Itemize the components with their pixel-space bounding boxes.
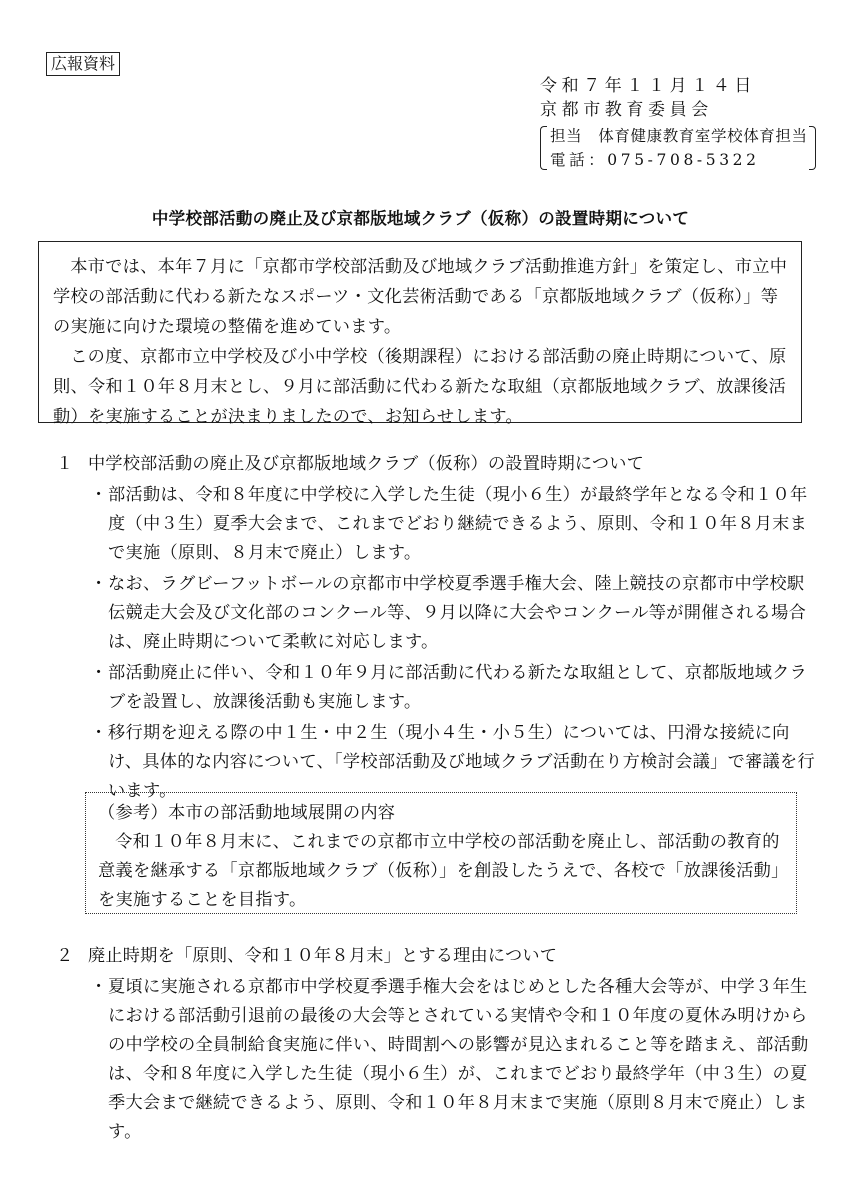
- section-1-bullet-4-text: 移行期を迎える際の中１生・中２生（現小４生・小５生）については、円滑な接続に向け、具体的な内容について、「学校部活動及び地域クラブ活動在り方検討会議」で審議を行います。: [108, 723, 816, 801]
- reference-body: 令和１０年８月末に、これまでの京都市立中学校の部活動を廃止し、部活動の教育的意義を継承する「京都版地域クラブ（仮称）」を創設したうえで、各校で「放課後活動」を実施することを目指す。: [98, 832, 780, 910]
- section-1-bullet-3: [56, 659, 816, 717]
- section-1-heading-text: 中学校部活動の廃止及び京都版地域クラブ（仮称）の設置時期について: [88, 454, 645, 474]
- section-2-heading-text: 廃止時期を「原則、令和１０年８月末」とする理由について: [88, 946, 558, 966]
- issue-date: 令和７年１１月１４日: [540, 76, 756, 96]
- section-2-number: ２: [56, 946, 74, 966]
- reference-box: [85, 792, 797, 914]
- section-1-bullet-1-text: 部活動は、令和８年度に中学校に入学した生徒（現小６生）が最終学年となる令和１０年度（中３生）夏季大会まで、これまでどおり継続できるよう、原則、令和１０年８月末まで実施（原則、８月末で廃止）します。: [108, 485, 808, 563]
- section-2: [56, 941, 816, 1147]
- bullet-mark: ・: [90, 485, 108, 505]
- summary-paragraph-1: 本市では、本年７月に「京都市学校部活動及び地域クラブ活動推進方針」を策定し、市立中学校の部活動に代わる新たなスポーツ・文化芸術活動である「京都版地域クラブ（仮称）」等の実施に向けた環境の整備を進めています。: [53, 257, 788, 337]
- section-1-bullet-3-text: 部活動廃止に伴い、令和１０年９月に部活動に代わる新たな取組として、京都版地域クラブを設置し、放課後活動も実施します。: [108, 663, 808, 712]
- contact-telephone: 電話：075-708-5322: [550, 151, 760, 169]
- summary-box: [38, 241, 802, 427]
- section-2-heading: [56, 941, 816, 971]
- section-2-bullet-1: [56, 973, 816, 1147]
- bullet-mark: ・: [90, 723, 108, 743]
- issuing-organization: 京都市教育委員会: [540, 100, 713, 120]
- bullet-mark: ・: [90, 574, 108, 594]
- bullet-mark: ・: [90, 977, 108, 997]
- section-1-number: １: [56, 454, 74, 474]
- bullet-mark: ・: [90, 663, 108, 683]
- section-1-bullet-2-text: なお、ラグビーフットボールの京都市中学校夏季選手権大会、陸上競技の京都市中学校駅伝競走大会及び文化部のコンクール等、９月以降に大会やコンクール等が開催される場合は、廃止時期について柔軟に対応します。: [108, 574, 807, 652]
- contact-person: 担当 体育健康教育室学校体育担当: [550, 127, 808, 145]
- document-title: 中学校部活動の廃止及び京都版地域クラブ（仮称）の設置時期について: [151, 209, 690, 228]
- section-1-bullet-1: [56, 481, 816, 568]
- section-1: [56, 449, 816, 806]
- section-1-bullet-2: [56, 570, 816, 657]
- press-release-tag: 広報資料: [46, 52, 120, 76]
- document-header: [540, 74, 810, 172]
- section-2-bullet-1-text: 夏頃に実施される京都市中学校夏季選手権大会をはじめとした各種大会等が、中学３年生における部活動引退前の最後の大会等とされている実情や令和１０年度の夏休み明けからの中学校の全員制給食実施に伴い、時間割への影響が見込まれること等を踏まえ、部活動は、令和８年度に入学した生徒（現小６生）が、これまでどおり最終学年（中３生）の夏季大会まで継続できるよう、原則、令和１０年８月末まで実施（原則８月末で廃止）します。: [108, 977, 809, 1142]
- section-1-heading: [56, 449, 816, 479]
- contact-block: [540, 124, 810, 172]
- summary-paragraph-2: この度、京都市立中学校及び小中学校（後期課程）における部活動の廃止時期について、原則、令和１０年８月末とし、９月に部活動に代わる新たな取組（京都版地域クラブ、放課後活動）を実施することが決まりましたので、お知らせします。: [53, 347, 787, 427]
- reference-heading: （参考）本市の部活動地域展開の内容: [98, 803, 396, 823]
